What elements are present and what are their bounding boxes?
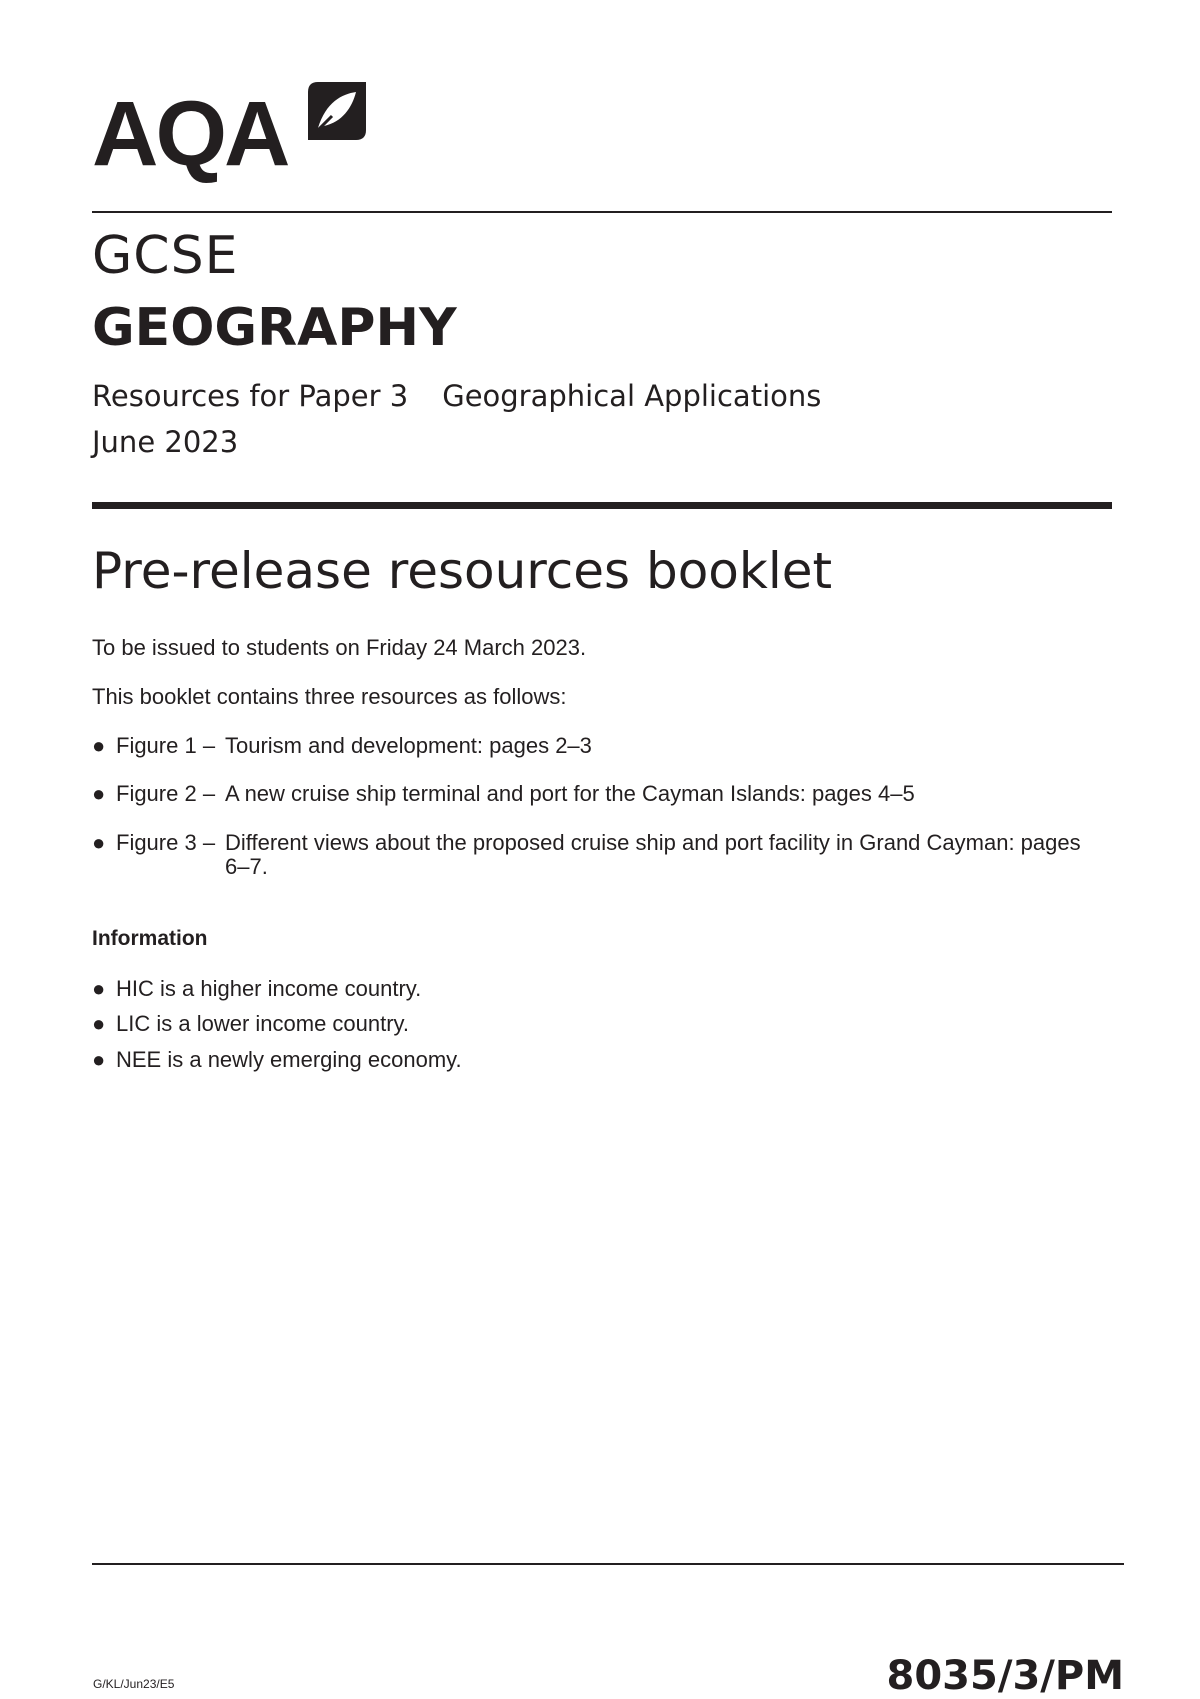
resources-for: Resources for Paper 3 bbox=[92, 379, 409, 413]
figure-text: Different views about the proposed cruise ship and port facility in Grand Cayman: pages 6–7. bbox=[225, 830, 1081, 879]
paper-line bbox=[92, 379, 822, 413]
thick-divider bbox=[92, 502, 1112, 509]
reference-code: G/KL/Jun23/E5 bbox=[93, 1677, 175, 1691]
info-text: HIC is a higher income country. bbox=[116, 976, 422, 1001]
figure-label: Figure 2 – bbox=[116, 781, 216, 806]
information-heading: Information bbox=[92, 927, 208, 950]
info-text: LIC is a lower income country. bbox=[116, 1011, 410, 1036]
issue-date-text: To be issued to students on Friday 24 March 2023. bbox=[92, 635, 587, 660]
component-name: Geographical Applications bbox=[442, 379, 822, 413]
top-divider bbox=[92, 211, 1112, 213]
list-item bbox=[92, 1012, 409, 1036]
exam-date: June 2023 bbox=[92, 425, 239, 459]
list-item bbox=[92, 782, 1085, 806]
bullet-icon: ● bbox=[92, 781, 106, 806]
list-item bbox=[92, 831, 1085, 879]
list-item bbox=[92, 1048, 462, 1072]
leaf-icon bbox=[308, 82, 366, 140]
bullet-icon: ● bbox=[92, 976, 106, 1001]
info-text: NEE is a newly emerging economy. bbox=[116, 1047, 462, 1072]
contents-intro: This booklet contains three resources as follows: bbox=[92, 684, 567, 709]
subject-title: GEOGRAPHY bbox=[92, 298, 457, 358]
aqa-logo bbox=[92, 82, 382, 185]
figure-label: Figure 1 – bbox=[116, 733, 216, 758]
figure-text: A new cruise ship terminal and port for the Cayman Islands: pages 4–5 bbox=[225, 781, 915, 806]
booklet-title: Pre-release resources booklet bbox=[92, 542, 833, 600]
logo-text: AQA bbox=[92, 83, 288, 185]
figure-text: Tourism and development: pages 2–3 bbox=[225, 733, 592, 758]
bottom-divider bbox=[92, 1563, 1124, 1565]
qualification: GCSE bbox=[92, 226, 239, 286]
bullet-icon: ● bbox=[92, 1011, 106, 1036]
bullet-icon: ● bbox=[92, 1047, 106, 1072]
list-item bbox=[92, 734, 1085, 758]
figure-label: Figure 3 – bbox=[116, 830, 216, 855]
bullet-icon: ● bbox=[92, 733, 106, 758]
list-item bbox=[92, 977, 421, 1001]
paper-code: 8035/3/PM bbox=[886, 1653, 1124, 1699]
bullet-icon: ● bbox=[92, 830, 106, 855]
